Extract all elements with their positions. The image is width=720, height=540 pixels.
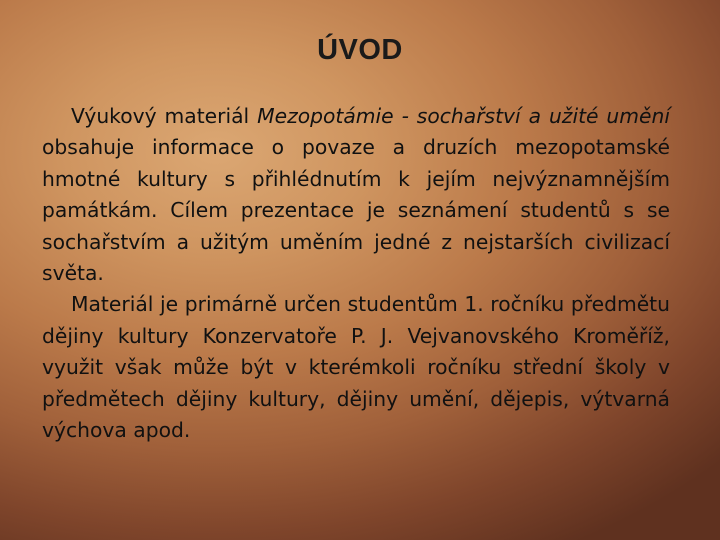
- material-title: Mezopotámie - sochařství a užité umění: [257, 104, 670, 128]
- slide-title: ÚVOD: [317, 34, 403, 66]
- paragraph-intro-rest: obsahuje informace o povaze a druzích mezopotamské hmotné kultury s přihlédnutím k jejím nejvýznamnějším památkám. Cílem prezentace je seznámení studentů s se sochařstvím a užitým uměním jedné z nejstarších civilizací světa.: [42, 135, 670, 286]
- slide-body: [42, 101, 670, 446]
- paragraph-target-audience: Materiál je primárně určen studentům 1. ročníku předmětu dějiny kultury Konzervatoře P. J. Vejvanovského Kroměříž, využit však může být v kterémkoli ročníku střední školy v předmětech dějiny kultury, dějiny umění, dějepis, výtvarná výchova apod.: [42, 292, 670, 443]
- paragraph-intro-lead: Výukový materiál: [71, 104, 258, 128]
- paragraph-intro: [42, 101, 670, 289]
